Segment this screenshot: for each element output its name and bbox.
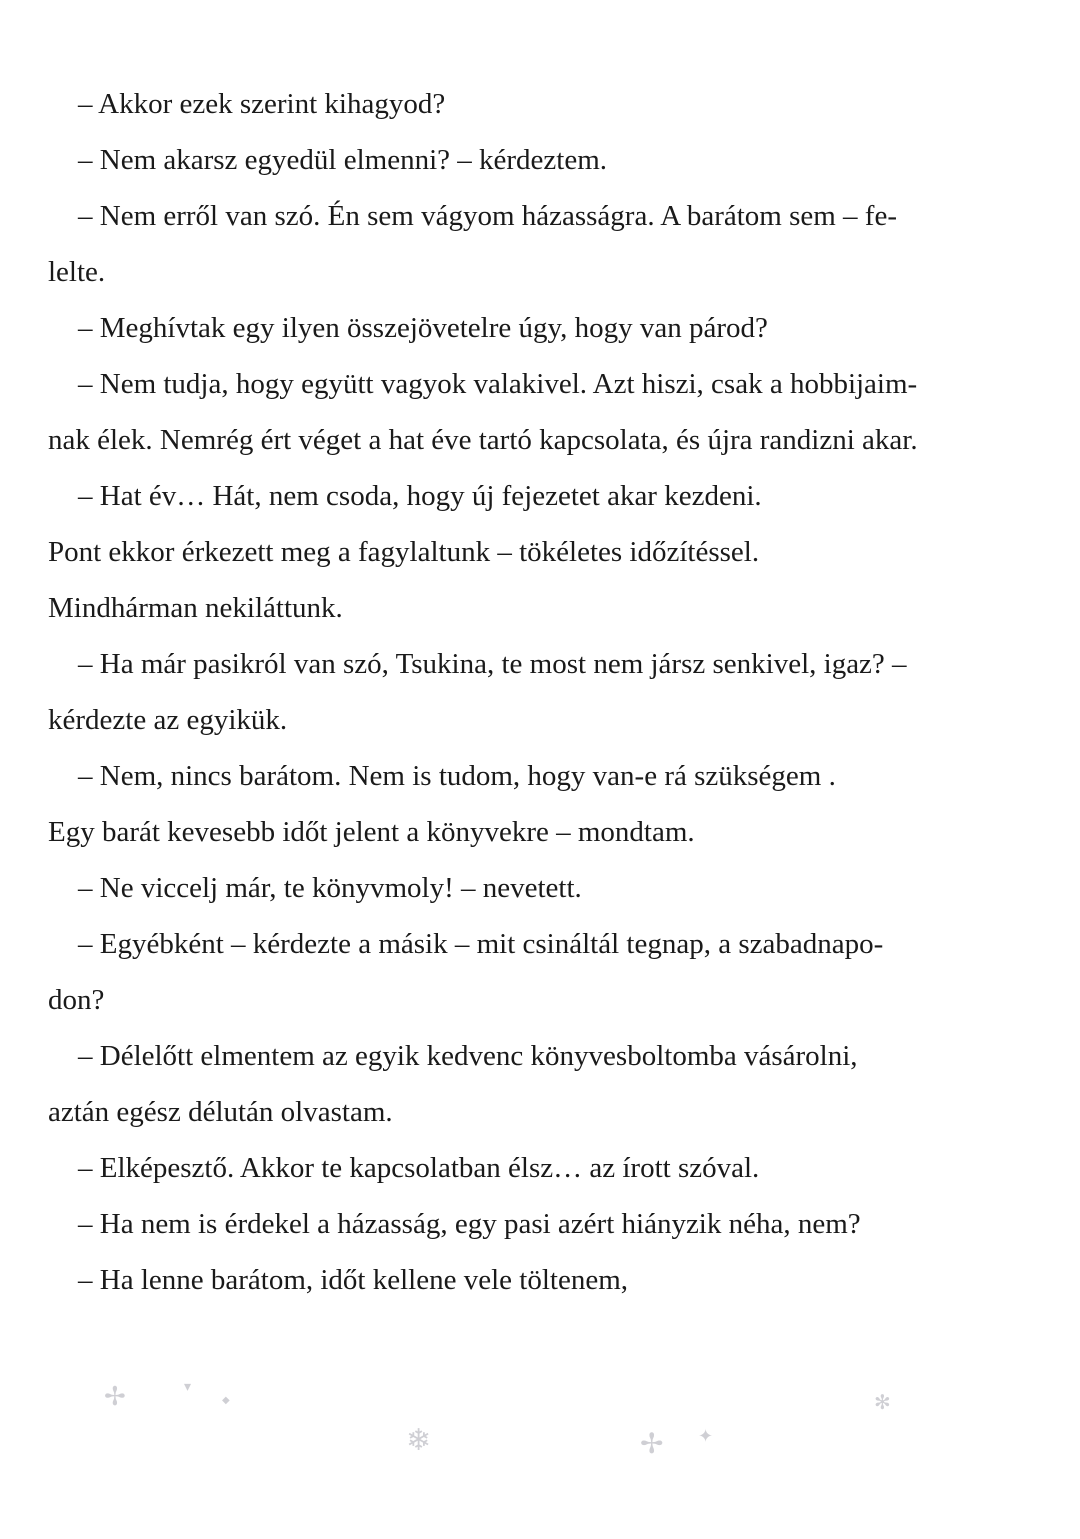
text-line: – Elképesztő. Akkor te kapcsolatban élsz… az írott szóval.: [78, 1152, 760, 1184]
text-line: – Nem, nincs barátom. Nem is tudom, hogy van-e rá szükségem .: [78, 760, 836, 792]
text-line: Pont ekkor érkezett meg a fagylaltunk – tökéletes időzítéssel.: [48, 536, 760, 568]
text-line: kérdezte az egyikük.: [48, 704, 288, 736]
text-line: – Hat év… Hát, nem csoda, hogy új fejezetet akar kezdeni.: [78, 480, 762, 512]
text-line: – Akkor ezek szerint kihagyod?: [78, 88, 446, 120]
small-star-icon: ✦: [698, 1426, 714, 1447]
snowflake-icon: ✻: [874, 1390, 891, 1414]
text-line: Egy barát kevesebb időt jelent a könyvekre – mondtam.: [48, 816, 695, 848]
text-line: – Délelőtt elmentem az egyik kedvenc könyvesboltomba vásárolni,: [78, 1040, 858, 1072]
text-line: – Egyébként – kérdezte a másik – mit csináltál tegnap, a szabadnapo-: [78, 928, 884, 960]
text-line: – Meghívtak egy ilyen összejövetelre úgy, hogy van párod?: [78, 312, 768, 344]
text-line: Mindhárman nekiláttunk.: [48, 592, 343, 624]
text-line: – Ha lenne barátom, időt kellene vele töltenem,: [78, 1264, 628, 1296]
cross-sparkle-icon: ✢: [104, 1382, 126, 1412]
text-line: – Ne viccelj már, te könyvmoly! – nevetett.: [78, 872, 582, 904]
text-line: – Ha már pasikról van szó, Tsukina, te most nem jársz senkivel, igaz? –: [78, 648, 907, 680]
snowflake-icon: ❄: [406, 1423, 432, 1458]
text-line: – Nem erről van szó. Én sem vágyom házasságra. A barátom sem – fe-: [78, 200, 897, 232]
decorative-ornaments: [0, 1370, 1080, 1490]
diamond-icon: ◆: [222, 1395, 230, 1406]
page-text: [48, 76, 1028, 1308]
small-star-icon: ▾: [184, 1379, 192, 1395]
text-line: lelte.: [48, 256, 106, 288]
text-line: don?: [48, 984, 105, 1016]
cross-sparkle-icon: ✢: [640, 1427, 664, 1460]
text-line: – Nem tudja, hogy együtt vagyok valakivel. Azt hiszi, csak a hobbijaim-: [78, 368, 918, 400]
text-line: nak élek. Nemrég ért véget a hat éve tartó kapcsolata, és újra randizni akar.: [48, 424, 918, 456]
text-line: – Nem akarsz egyedül elmenni? – kérdeztem.: [78, 144, 608, 176]
text-line: – Ha nem is érdekel a házasság, egy pasi azért hiányzik néha, nem?: [78, 1208, 861, 1240]
text-line: aztán egész délután olvastam.: [48, 1096, 393, 1128]
